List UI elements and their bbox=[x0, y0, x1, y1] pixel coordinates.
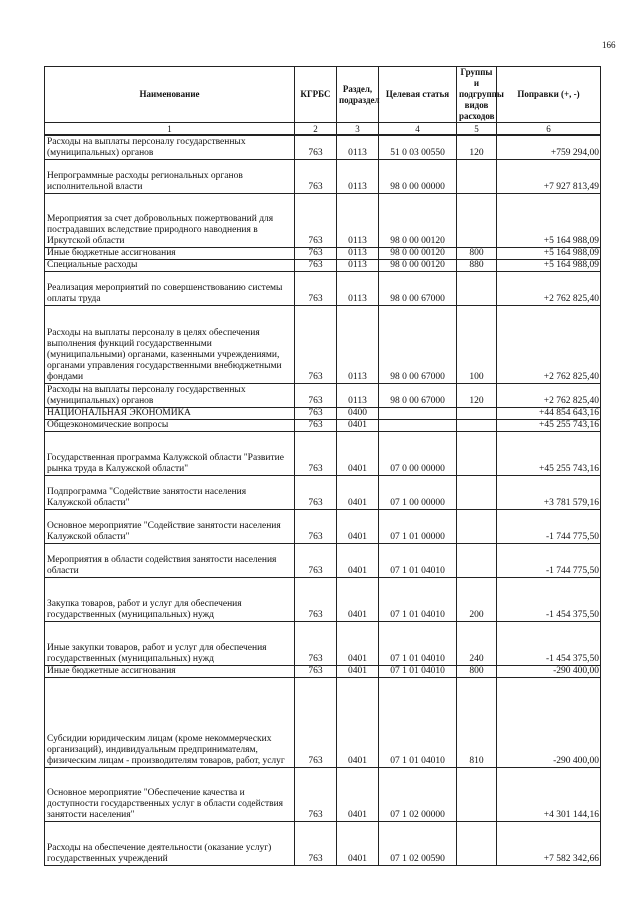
cell-section: 0401 bbox=[337, 678, 379, 768]
cell-section: 0401 bbox=[337, 420, 379, 432]
cell-amount: +3 781 579,16 bbox=[497, 476, 601, 510]
cell-kgrbs: 763 bbox=[295, 578, 337, 622]
column-number: 1 bbox=[45, 123, 295, 136]
cell-section: 0113 bbox=[337, 272, 379, 306]
cell-name: Расходы на обеспечение деятельности (оказание услуг) государственных учреждений bbox=[45, 822, 295, 866]
cell-name: Расходы на выплаты персоналу государственных (муниципальных) органов bbox=[45, 135, 295, 160]
cell-name: НАЦИОНАЛЬНАЯ ЭКОНОМИКА bbox=[45, 408, 295, 420]
cell-name: Закупка товаров, работ и услуг для обеспечения государственных (муниципальных) нужд bbox=[45, 578, 295, 622]
cell-amount: -290 400,00 bbox=[497, 666, 601, 678]
cell-name: Основное мероприятие "Содействие занятости населения Калужской области" bbox=[45, 510, 295, 544]
cell-kgrbs: 763 bbox=[295, 420, 337, 432]
cell-section: 0401 bbox=[337, 578, 379, 622]
cell-group bbox=[457, 160, 497, 194]
cell-section: 0401 bbox=[337, 768, 379, 822]
cell-section: 0401 bbox=[337, 476, 379, 510]
cell-name: Иные закупки товаров, работ и услуг для обеспечения государственных (муниципальных) нужд bbox=[45, 622, 295, 666]
cell-group bbox=[457, 510, 497, 544]
cell-section: 0401 bbox=[337, 432, 379, 476]
column-number: 2 bbox=[295, 123, 337, 136]
cell-name: Мероприятия за счет добровольных пожертвований для пострадавших вследствие природного наводнения в Иркутской области bbox=[45, 194, 295, 248]
cell-kgrbs: 763 bbox=[295, 272, 337, 306]
cell-amount: +2 762 825,40 bbox=[497, 272, 601, 306]
cell-kgrbs: 763 bbox=[295, 384, 337, 408]
header-target: Целевая статья bbox=[379, 67, 457, 123]
cell-group bbox=[457, 420, 497, 432]
cell-kgrbs: 763 bbox=[295, 510, 337, 544]
cell-target: 98 0 00 00120 bbox=[379, 194, 457, 248]
table-row bbox=[45, 510, 601, 544]
cell-target: 98 0 00 67000 bbox=[379, 384, 457, 408]
cell-kgrbs: 763 bbox=[295, 432, 337, 476]
cell-kgrbs: 763 bbox=[295, 476, 337, 510]
cell-group bbox=[457, 822, 497, 866]
cell-amount: +44 854 643,16 bbox=[497, 408, 601, 420]
column-number: 4 bbox=[379, 123, 457, 136]
cell-section: 0401 bbox=[337, 510, 379, 544]
header-kgrbs: КГРБС bbox=[295, 67, 337, 123]
cell-section: 0400 bbox=[337, 408, 379, 420]
cell-target: 98 0 00 67000 bbox=[379, 306, 457, 384]
column-number-row bbox=[45, 123, 601, 136]
cell-name: Специальные расходы bbox=[45, 260, 295, 272]
header-amendments: Поправки (+, -) bbox=[497, 67, 601, 123]
cell-group: 100 bbox=[457, 306, 497, 384]
cell-target: 07 1 01 04010 bbox=[379, 622, 457, 666]
cell-group bbox=[457, 476, 497, 510]
table-row bbox=[45, 272, 601, 306]
cell-kgrbs: 763 bbox=[295, 160, 337, 194]
table-header-row bbox=[45, 67, 601, 123]
cell-amount: -1 744 775,50 bbox=[497, 510, 601, 544]
cell-kgrbs: 763 bbox=[295, 248, 337, 260]
column-number: 5 bbox=[457, 123, 497, 136]
cell-name: Расходы на выплаты персоналу в целях обеспечения выполнения функций государственными (муниципальными) органами, казенными учреждениями, органами управления государственными внебюджетными фондами bbox=[45, 306, 295, 384]
cell-target: 07 1 01 04010 bbox=[379, 666, 457, 678]
cell-amount: +5 164 988,09 bbox=[497, 260, 601, 272]
cell-amount: +4 301 144,16 bbox=[497, 768, 601, 822]
cell-kgrbs: 763 bbox=[295, 306, 337, 384]
cell-target: 07 1 01 04010 bbox=[379, 578, 457, 622]
cell-name: Расходы на выплаты персоналу государственных (муниципальных) органов bbox=[45, 384, 295, 408]
table-row bbox=[45, 160, 601, 194]
cell-kgrbs: 763 bbox=[295, 544, 337, 578]
cell-group bbox=[457, 768, 497, 822]
table-row bbox=[45, 622, 601, 666]
cell-amount: -1 454 375,50 bbox=[497, 622, 601, 666]
cell-target bbox=[379, 408, 457, 420]
table-body bbox=[45, 135, 601, 866]
cell-amount: +5 164 988,09 bbox=[497, 194, 601, 248]
header-name: Наименование bbox=[45, 67, 295, 123]
table-row bbox=[45, 260, 601, 272]
cell-name: Общеэкономические вопросы bbox=[45, 420, 295, 432]
cell-amount: +2 762 825,40 bbox=[497, 306, 601, 384]
cell-name: Мероприятия в области содействия занятости населения области bbox=[45, 544, 295, 578]
cell-section: 0401 bbox=[337, 622, 379, 666]
cell-name: Иные бюджетные ассигнования bbox=[45, 248, 295, 260]
cell-section: 0113 bbox=[337, 135, 379, 160]
table-row bbox=[45, 194, 601, 248]
cell-group: 200 bbox=[457, 578, 497, 622]
table-row bbox=[45, 768, 601, 822]
cell-kgrbs: 763 bbox=[295, 768, 337, 822]
cell-target bbox=[379, 420, 457, 432]
cell-section: 0113 bbox=[337, 260, 379, 272]
table-row bbox=[45, 384, 601, 408]
cell-name: Непрограммные расходы региональных органов исполнительной власти bbox=[45, 160, 295, 194]
cell-name: Субсидии юридическим лицам (кроме некоммерческих организаций), индивидуальным предпринимателям, физическим лицам - производителям товаров, работ, услуг bbox=[45, 678, 295, 768]
cell-amount: +2 762 825,40 bbox=[497, 384, 601, 408]
table-row bbox=[45, 578, 601, 622]
cell-amount: -290 400,00 bbox=[497, 678, 601, 768]
cell-group: 240 bbox=[457, 622, 497, 666]
cell-target: 98 0 00 00120 bbox=[379, 260, 457, 272]
column-number: 6 bbox=[497, 123, 601, 136]
cell-amount: +45 255 743,16 bbox=[497, 432, 601, 476]
cell-kgrbs: 763 bbox=[295, 408, 337, 420]
cell-amount: +7 927 813,49 bbox=[497, 160, 601, 194]
cell-section: 0113 bbox=[337, 384, 379, 408]
cell-target: 51 0 03 00550 bbox=[379, 135, 457, 160]
cell-group: 810 bbox=[457, 678, 497, 768]
cell-section: 0113 bbox=[337, 248, 379, 260]
cell-group bbox=[457, 272, 497, 306]
cell-kgrbs: 763 bbox=[295, 678, 337, 768]
cell-section: 0401 bbox=[337, 822, 379, 866]
cell-amount: +45 255 743,16 bbox=[497, 420, 601, 432]
header-section: Раздел, подраздел bbox=[337, 67, 379, 123]
cell-name: Реализация мероприятий по совершенствованию системы оплаты труда bbox=[45, 272, 295, 306]
table-row bbox=[45, 420, 601, 432]
cell-amount: +759 294,00 bbox=[497, 135, 601, 160]
cell-section: 0401 bbox=[337, 666, 379, 678]
header-groups: Группы и подгруппы видов расходов bbox=[457, 67, 497, 123]
cell-target: 07 0 00 00000 bbox=[379, 432, 457, 476]
cell-group bbox=[457, 194, 497, 248]
cell-amount: +7 582 342,66 bbox=[497, 822, 601, 866]
cell-group bbox=[457, 544, 497, 578]
table-row bbox=[45, 544, 601, 578]
cell-group: 120 bbox=[457, 384, 497, 408]
cell-kgrbs: 763 bbox=[295, 260, 337, 272]
cell-name: Иные бюджетные ассигнования bbox=[45, 666, 295, 678]
column-number: 3 bbox=[337, 123, 379, 136]
cell-kgrbs: 763 bbox=[295, 822, 337, 866]
cell-kgrbs: 763 bbox=[295, 194, 337, 248]
table-row bbox=[45, 822, 601, 866]
cell-target: 07 1 02 00590 bbox=[379, 822, 457, 866]
cell-kgrbs: 763 bbox=[295, 666, 337, 678]
cell-group: 800 bbox=[457, 248, 497, 260]
budget-table bbox=[44, 66, 601, 866]
cell-group: 880 bbox=[457, 260, 497, 272]
cell-amount: -1 454 375,50 bbox=[497, 578, 601, 622]
cell-section: 0113 bbox=[337, 306, 379, 384]
cell-name: Основное мероприятие "Обеспечение качества и доступности государственных услуг в области содействия занятости населения" bbox=[45, 768, 295, 822]
cell-section: 0113 bbox=[337, 160, 379, 194]
table-row bbox=[45, 306, 601, 384]
cell-target: 07 1 02 00000 bbox=[379, 768, 457, 822]
cell-target: 98 0 00 00000 bbox=[379, 160, 457, 194]
cell-amount: -1 744 775,50 bbox=[497, 544, 601, 578]
table-row bbox=[45, 248, 601, 260]
table-row bbox=[45, 476, 601, 510]
cell-amount: +5 164 988,09 bbox=[497, 248, 601, 260]
cell-target: 98 0 00 00120 bbox=[379, 248, 457, 260]
cell-target: 07 1 01 04010 bbox=[379, 678, 457, 768]
cell-group: 800 bbox=[457, 666, 497, 678]
table-row bbox=[45, 432, 601, 476]
cell-target: 07 1 01 04010 bbox=[379, 544, 457, 578]
cell-group bbox=[457, 432, 497, 476]
table-row bbox=[45, 408, 601, 420]
cell-name: Подпрограмма "Содействие занятости населения Калужской области" bbox=[45, 476, 295, 510]
cell-group bbox=[457, 408, 497, 420]
cell-target: 07 1 00 00000 bbox=[379, 476, 457, 510]
cell-target: 98 0 00 67000 bbox=[379, 272, 457, 306]
page-number: 166 bbox=[602, 40, 616, 50]
cell-kgrbs: 763 bbox=[295, 135, 337, 160]
cell-kgrbs: 763 bbox=[295, 622, 337, 666]
cell-target: 07 1 01 00000 bbox=[379, 510, 457, 544]
table-row bbox=[45, 135, 601, 160]
cell-group: 120 bbox=[457, 135, 497, 160]
cell-section: 0401 bbox=[337, 544, 379, 578]
cell-section: 0113 bbox=[337, 194, 379, 248]
table-row bbox=[45, 678, 601, 768]
cell-name: Государственная программа Калужской области "Развитие рынка труда в Калужской области" bbox=[45, 432, 295, 476]
table-row bbox=[45, 666, 601, 678]
